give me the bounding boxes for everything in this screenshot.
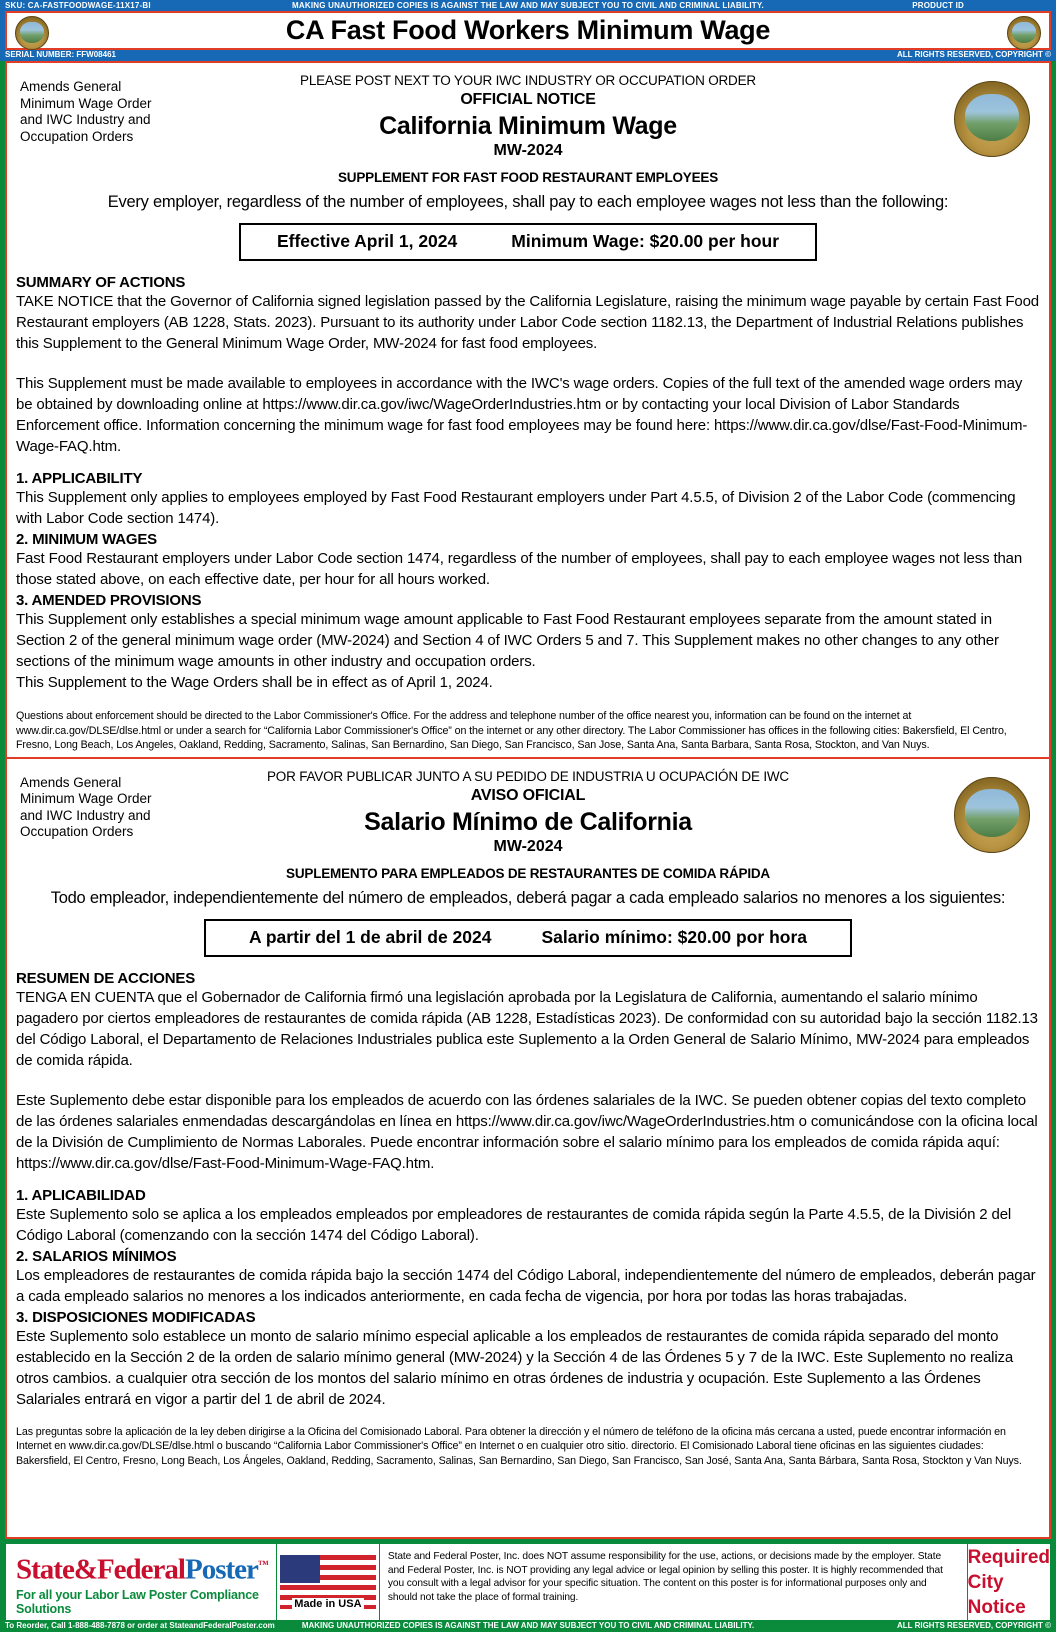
- footer-bar: [0, 1539, 1056, 1621]
- english-section2-heading: 2. MINIMUM WAGES: [16, 531, 157, 548]
- rights-text-bottom: ALL RIGHTS RESERVED, COPYRIGHT ©: [896, 1621, 1051, 1630]
- english-every-employer-line: Every employer, regardless of the number of employees, shall pay to each employee wages not less than the following:: [107, 193, 949, 211]
- english-post-instruction: PLEASE POST NEXT TO YOUR IWC INDUSTRY OR OCCUPATION ORDER: [300, 73, 756, 88]
- english-supplement-line: SUPPLEMENT FOR FAST FOOD RESTAURANT EMPLOYEES: [337, 170, 719, 185]
- california-state-seal-icon: [1007, 16, 1041, 50]
- spanish-section3-body: Este Suplemento solo establece un monto de salario mínimo especial aplicable a los empleados de restaurantes de comida rápida separado del monto establecido en la Sección 2 de la orden de salario mínimo general (MW-2024) y la Sección 4 de las Órdenes 5 y 7 de la IWC. Este Suplemento no realiza otros cambios. a cualquier otra sección de los montos del salario mínimo en otras órdenes de industria y ocupación. Este Suplemento a las Órdenes Salariales entrará en vigor a partir del 1 de abril de 2024.: [16, 1327, 1014, 1408]
- brand-name-part2: Poster: [185, 1553, 258, 1586]
- top-meta-strip: [0, 0, 1056, 11]
- spanish-wage-box: [204, 919, 852, 957]
- english-effective-date: Effective April 1, 2024: [276, 231, 458, 251]
- spanish-section3-heading: 3. DISPOSICIONES MODIFICADAS: [16, 1308, 256, 1326]
- brand-tagline: For all your Labor Law Poster Compliance Solutions: [16, 1587, 259, 1616]
- made-in-usa-label: Made in USA: [294, 1597, 362, 1610]
- bottom-meta-strip: [0, 1621, 1056, 1632]
- english-summary-p2: This Supplement must be made available to employees in accordance with the IWC's wage orders. Copies of the full text of the amended wage orders may be obtained by downloading online at https://www.dir.ca.gov/iwc/WageOrderIndustries.htm or by contacting your local Division of Labor Standards Enforcement office. Information concerning the minimum wage for fast food employees may be found here: https://www.dir.ca.gov/dlse/Fast-Food-Minimum-Wage-FAQ.htm.: [16, 375, 1028, 455]
- copy-warning-bottom: MAKING UNAUTHORIZED COPIES IS AGAINST THE LAW AND MAY SUBJECT YOU TO CIVIL AND CRIMINAL LIABILITY.: [301, 1621, 755, 1630]
- english-section3-body: This Supplement only establishes a special minimum wage amount applicable to Fast Food Restaurant employees separate from the amount stated in Section 2 of the general minimum wage order (MW-2024) and Section 4 of IWC Orders 5 and 7. This Supplement makes no other changes to any other sections of the minimum wage amounts in other industry and occupation orders.: [16, 611, 999, 670]
- sku-text: SKU: CA-FASTFOODWAGE-11X17-BI: [5, 1, 151, 10]
- legal-disclaimer: State and Federal Poster, Inc. does NOT assume responsibility for the use, actions, or decisions made by the employer. State and Federal Poster, Inc. is NOT providing any legal advice or legal opinion by selling this poster. It is highly recommended that you consult with a legal advisor for your specific situation. The content on this poster is for informational purposes only and should not take the place of formal training.: [380, 1543, 968, 1621]
- brand-name-part1: State&Federal: [16, 1553, 185, 1586]
- spanish-summary-heading: RESUMEN DE ACCIONES: [16, 969, 195, 987]
- spanish-amends-note: Amends General Minimum Wage Order and IWC Industry and Occupation Orders: [20, 774, 152, 839]
- trademark-symbol: ™: [257, 1559, 268, 1572]
- english-section3-body2: This Supplement to the Wage Orders shall be in effect as of April 1, 2024.: [16, 674, 493, 691]
- reorder-text: To Reorder, Call 1-888-488-7878 or order at StateandFederalPoster.com: [5, 1621, 275, 1630]
- english-notice-title: California Minimum Wage: [379, 112, 677, 140]
- spanish-section2-body: Los empleadores de restaurantes de comida rápida bajo la sección 1474 del Código Laboral, independientemente del número de empleados, deberán pagar a cada empleado salarios no menores a los indicados anteriormente, en cada fecha de vigencia, por hora por todas las horas trabajadas.: [16, 1266, 1036, 1305]
- required-city-notice-badge: [968, 1543, 1051, 1621]
- california-state-seal-icon: [954, 777, 1030, 853]
- content-area: [0, 61, 1056, 1539]
- english-order-code: MW-2024: [493, 142, 563, 159]
- spanish-wage-amount: Salario mínimo: $20.00 por hora: [541, 926, 807, 947]
- english-section1-heading: 1. APPLICABILITY: [16, 470, 143, 487]
- copy-warning-top: MAKING UNAUTHORIZED COPIES IS AGAINST THE LAW AND MAY SUBJECT YOU TO CIVIL AND CRIMINAL LIABILITY.: [292, 1, 764, 10]
- required-label-line1: Required: [967, 1546, 1050, 1568]
- product-id-label: PRODUCT ID: [912, 1, 964, 10]
- spanish-supplement-line: SUPLEMENTO PARA EMPLEADOS DE RESTAURANTES DE COMIDA RÁPIDA: [286, 865, 770, 881]
- serial-number-text: SERIAL NUMBER: FFW08461: [5, 50, 116, 59]
- made-in-usa-block: [277, 1543, 380, 1621]
- title-band: [5, 11, 1051, 50]
- california-state-seal-icon: [15, 16, 49, 50]
- page-title: CA Fast Food Workers Minimum Wage: [285, 15, 771, 45]
- english-amends-note: Amends General Minimum Wage Order and IWC Industry and Occupation Orders: [20, 79, 152, 144]
- english-header: [16, 73, 1040, 185]
- spanish-section1-heading: 1. APLICABILIDAD: [16, 1186, 146, 1204]
- english-summary-p1: TAKE NOTICE that the Governor of California signed legislation passed by the California Legislature, raising the minimum wage payable by certain Fast Food Restaurant employers (AB 1228, Stats. 2023). Pursuant to its authority under Labor Code section 1182.13, the Department of Industrial Relations publishes this Supplement to the General Minimum Wage Order, MW-2024 for fast food employees.: [16, 293, 1039, 352]
- spanish-summary-p2: Este Suplemento debe estar disponible para los empleados de acuerdo con las órdenes salariales de la IWC. Se pueden obtener copias del texto completo de las órdenes salariales enmendadas descargándolas en línea en https://www.dir.ca.gov/iwc/WageOrderIndustries.htm o comunicándose con la oficina local de la División de Cumplimiento de Normas Laborales. Puede encontrar información sobre el salario mínimo para los empleados de comida rápida aquí: https://www.dir.ca.gov/dlse/Fast-Food-Minimum-Wage-FAQ.htm.: [16, 1091, 1038, 1172]
- spanish-section1-body: Este Suplemento solo se aplica a los empleados empleados por empleadores de restaurantes de comida rápida según la Parte 4.5.5, de la División 2 del Código Laboral (comenzando con la sección 1474 del Código Laboral).: [16, 1205, 1012, 1244]
- spanish-fine-print: Las preguntas sobre la aplicación de la ley deben dirigirse a la Oficina del Comisionado Laboral. Para obtener la dirección y el número de teléfono de la oficina más cercana a usted, puede encontrar información en Internet en www.dir.ca.gov/DLSE/dlse.html o buscando “California Labor Commissioner's Office” en Internet o en cualquier otro sitio. directorio. El Comisionado Laboral tiene oficinas en las siguientes ciudades: Bakersfield, El Centro, Fresno, Long Beach, Los Ángeles, Oakland, Redding, Sacramento, Salinas, San Bernardino, San Diego, San Francisco, San José, Santa Ana, Santa Bárbara, Santa Rosa, Stockton y Van Nuys.: [16, 1425, 1022, 1467]
- english-official-notice: OFFICIAL NOTICE: [460, 91, 596, 108]
- english-notice-panel: [5, 61, 1051, 758]
- spanish-section2-heading: 2. SALARIOS MÍNIMOS: [16, 1247, 177, 1265]
- serial-meta-strip: [0, 50, 1056, 61]
- english-section2-body: Fast Food Restaurant employers under Labor Code section 1474, regardless of the number of employees, shall pay to each employee wages not less than those stated above, on each effective date, per hour for all hours worked.: [16, 550, 1023, 588]
- spanish-effective-date: A partir del 1 de abril de 2024: [248, 926, 492, 947]
- required-label-line2: City Notice: [967, 1571, 1026, 1618]
- english-wage-amount: Minimum Wage: $20.00 per hour: [511, 231, 780, 251]
- english-wage-box: [239, 223, 817, 261]
- spanish-notice-panel: [5, 758, 1051, 1540]
- spanish-summary-p1: TENGA EN CUENTA que el Gobernador de California firmó una legislación aprobada por la Legislatura de California, aumentando el salario mínimo pagadero por ciertos empleadores de restaurantes de comida rápida (AB 1228, Estadísticas 2023). De conformidad con su autoridad bajo la sección 1182.13 del Código Laboral, el Departamento de Relaciones Industriales publica este Suplemento a la Orden General de Salario Mínimo, MW-2024 para empleados de comida rápida.: [16, 988, 1038, 1069]
- english-section1-body: This Supplement only applies to employees employed by Fast Food Restaurant employers under Part 4.5.5, of Division 2 of the Labor Code (commencing with Labor Code section 1474).: [16, 489, 1016, 527]
- brand-logo: [5, 1543, 277, 1621]
- english-summary-heading: SUMMARY OF ACTIONS: [16, 274, 186, 291]
- rights-text-top: ALL RIGHTS RESERVED, COPYRIGHT ©: [896, 50, 1051, 59]
- california-state-seal-icon: [954, 81, 1030, 157]
- spanish-every-employer-line: Todo empleador, independientemente del número de empleados, deberá pagar a cada empleado salarios no menores a los siguientes:: [50, 888, 1006, 907]
- english-fine-print: Questions about enforcement should be directed to the Labor Commissioner's Office. For the address and telephone number of the office nearest you, information can be found on the internet at www.dir.ca.gov/DLSE/dlse.html or under a search for “California Labor Commissioner's Office” on the internet or any other directory. The Labor Commissioner has offices in the following cities: Bakersfield, El Centro, Fresno, Long Beach, Los Angeles, Oakland, Redding, Sacramento, Salinas, San Bernardino, San Diego, San Francisco, San Jose, Santa Ana, Santa Barbara, Santa Rosa, Stockton, and Van Nuys.: [16, 710, 1007, 751]
- spanish-post-instruction: POR FAVOR PUBLICAR JUNTO A SU PEDIDO DE INDUSTRIA U OCUPACIÓN DE IWC: [267, 768, 789, 784]
- spanish-header: [16, 769, 1040, 881]
- spanish-order-code: MW-2024: [493, 837, 563, 855]
- spanish-official-notice: AVISO OFICIAL: [470, 786, 586, 804]
- spanish-notice-title: Salario Mínimo de California: [364, 807, 692, 836]
- english-section3-heading: 3. AMENDED PROVISIONS: [16, 592, 202, 609]
